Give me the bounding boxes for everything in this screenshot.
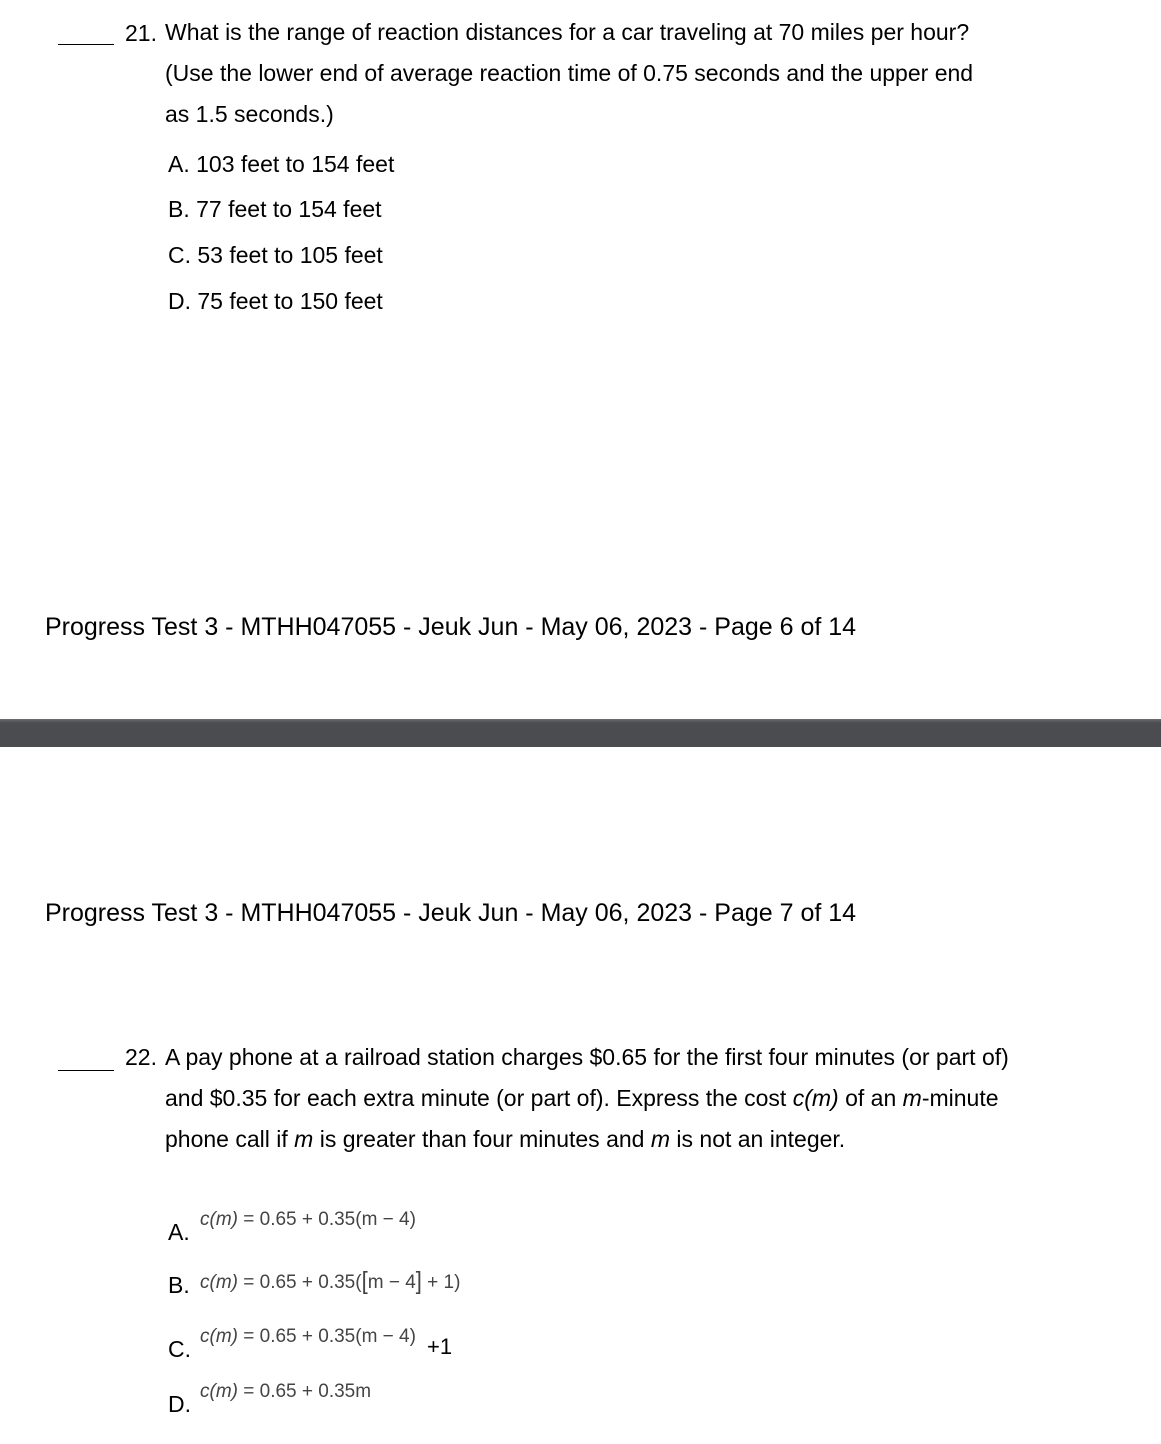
formula-lhs: c(m) — [200, 1272, 238, 1293]
formula-rhs-post: + 1) — [421, 1272, 461, 1293]
q22-text-part: A pay phone at a railroad station charges $0.65 for the first four minutes (or part of) and $0.35 for each extra minute (or part of). Express the cost — [165, 1044, 1009, 1111]
formula-22-d — [200, 1381, 371, 1403]
question-text-22 — [165, 1037, 1015, 1160]
q22-var-m: m — [294, 1126, 314, 1152]
q22-text-part: is greater than four minutes and — [313, 1126, 651, 1152]
option-21-c[interactable]: C. 53 feet to 105 feet — [168, 242, 383, 268]
answer-blank-22[interactable] — [58, 1070, 114, 1071]
q22-text-part: of an — [838, 1085, 903, 1111]
q22-var-cm: c(m) — [792, 1085, 839, 1111]
q22-text-part: is not an integer. — [670, 1126, 846, 1152]
q22-var-m: m — [902, 1085, 922, 1111]
question-number-21: 21. — [125, 20, 157, 46]
page-footer-7: Progress Test 3 - MTHH047055 - Jeuk Jun - May 06, 2023 - Page 7 of 14 — [45, 899, 857, 927]
formula-22-c — [200, 1326, 416, 1348]
q22-var-m: m — [650, 1126, 671, 1152]
formula-lhs: c(m) — [200, 1381, 238, 1402]
option-letter: C. — [168, 1336, 191, 1362]
formula-22-a — [200, 1209, 416, 1231]
option-letter: A. — [168, 1219, 190, 1245]
formula-lhs: c(m) — [200, 1326, 238, 1347]
q22-text-part: -minute phone call if — [165, 1085, 999, 1152]
floor-bracket-close: ] — [415, 1266, 422, 1295]
page-divider — [0, 719, 1161, 747]
formula-rhs-pre: = 0.65 + 0.35( — [243, 1272, 362, 1293]
option-letter: D. — [168, 1391, 191, 1417]
formula-rhs: = 0.65 + 0.35(m − 4) — [243, 1326, 416, 1347]
question-text-21: What is the range of reaction distances for a car traveling at 70 miles per hour? (Use the lower end of average reaction time of 0.75 seconds and the upper end as 1.5 seconds.) — [165, 19, 974, 127]
option-21-a[interactable]: A. 103 feet to 154 feet — [168, 151, 395, 177]
question-number-22: 22. — [125, 1044, 157, 1070]
floor-bracket-open: [ — [361, 1266, 368, 1295]
formula-inner: m − 4 — [367, 1272, 416, 1293]
option-letter: B. — [168, 1272, 190, 1298]
formula-lhs: c(m) — [200, 1209, 238, 1230]
formula-22-b — [200, 1268, 460, 1294]
option-21-d[interactable]: D. 75 feet to 150 feet — [168, 288, 383, 314]
formula-rhs: = 0.65 + 0.35m — [243, 1381, 372, 1402]
option-21-b[interactable]: B. 77 feet to 154 feet — [168, 196, 382, 222]
formula-extra: +1 — [427, 1334, 453, 1359]
page-footer-6: Progress Test 3 - MTHH047055 - Jeuk Jun - May 06, 2023 - Page 6 of 14 — [45, 613, 857, 641]
answer-blank-21[interactable] — [58, 44, 114, 45]
formula-rhs: = 0.65 + 0.35(m − 4) — [243, 1209, 416, 1230]
